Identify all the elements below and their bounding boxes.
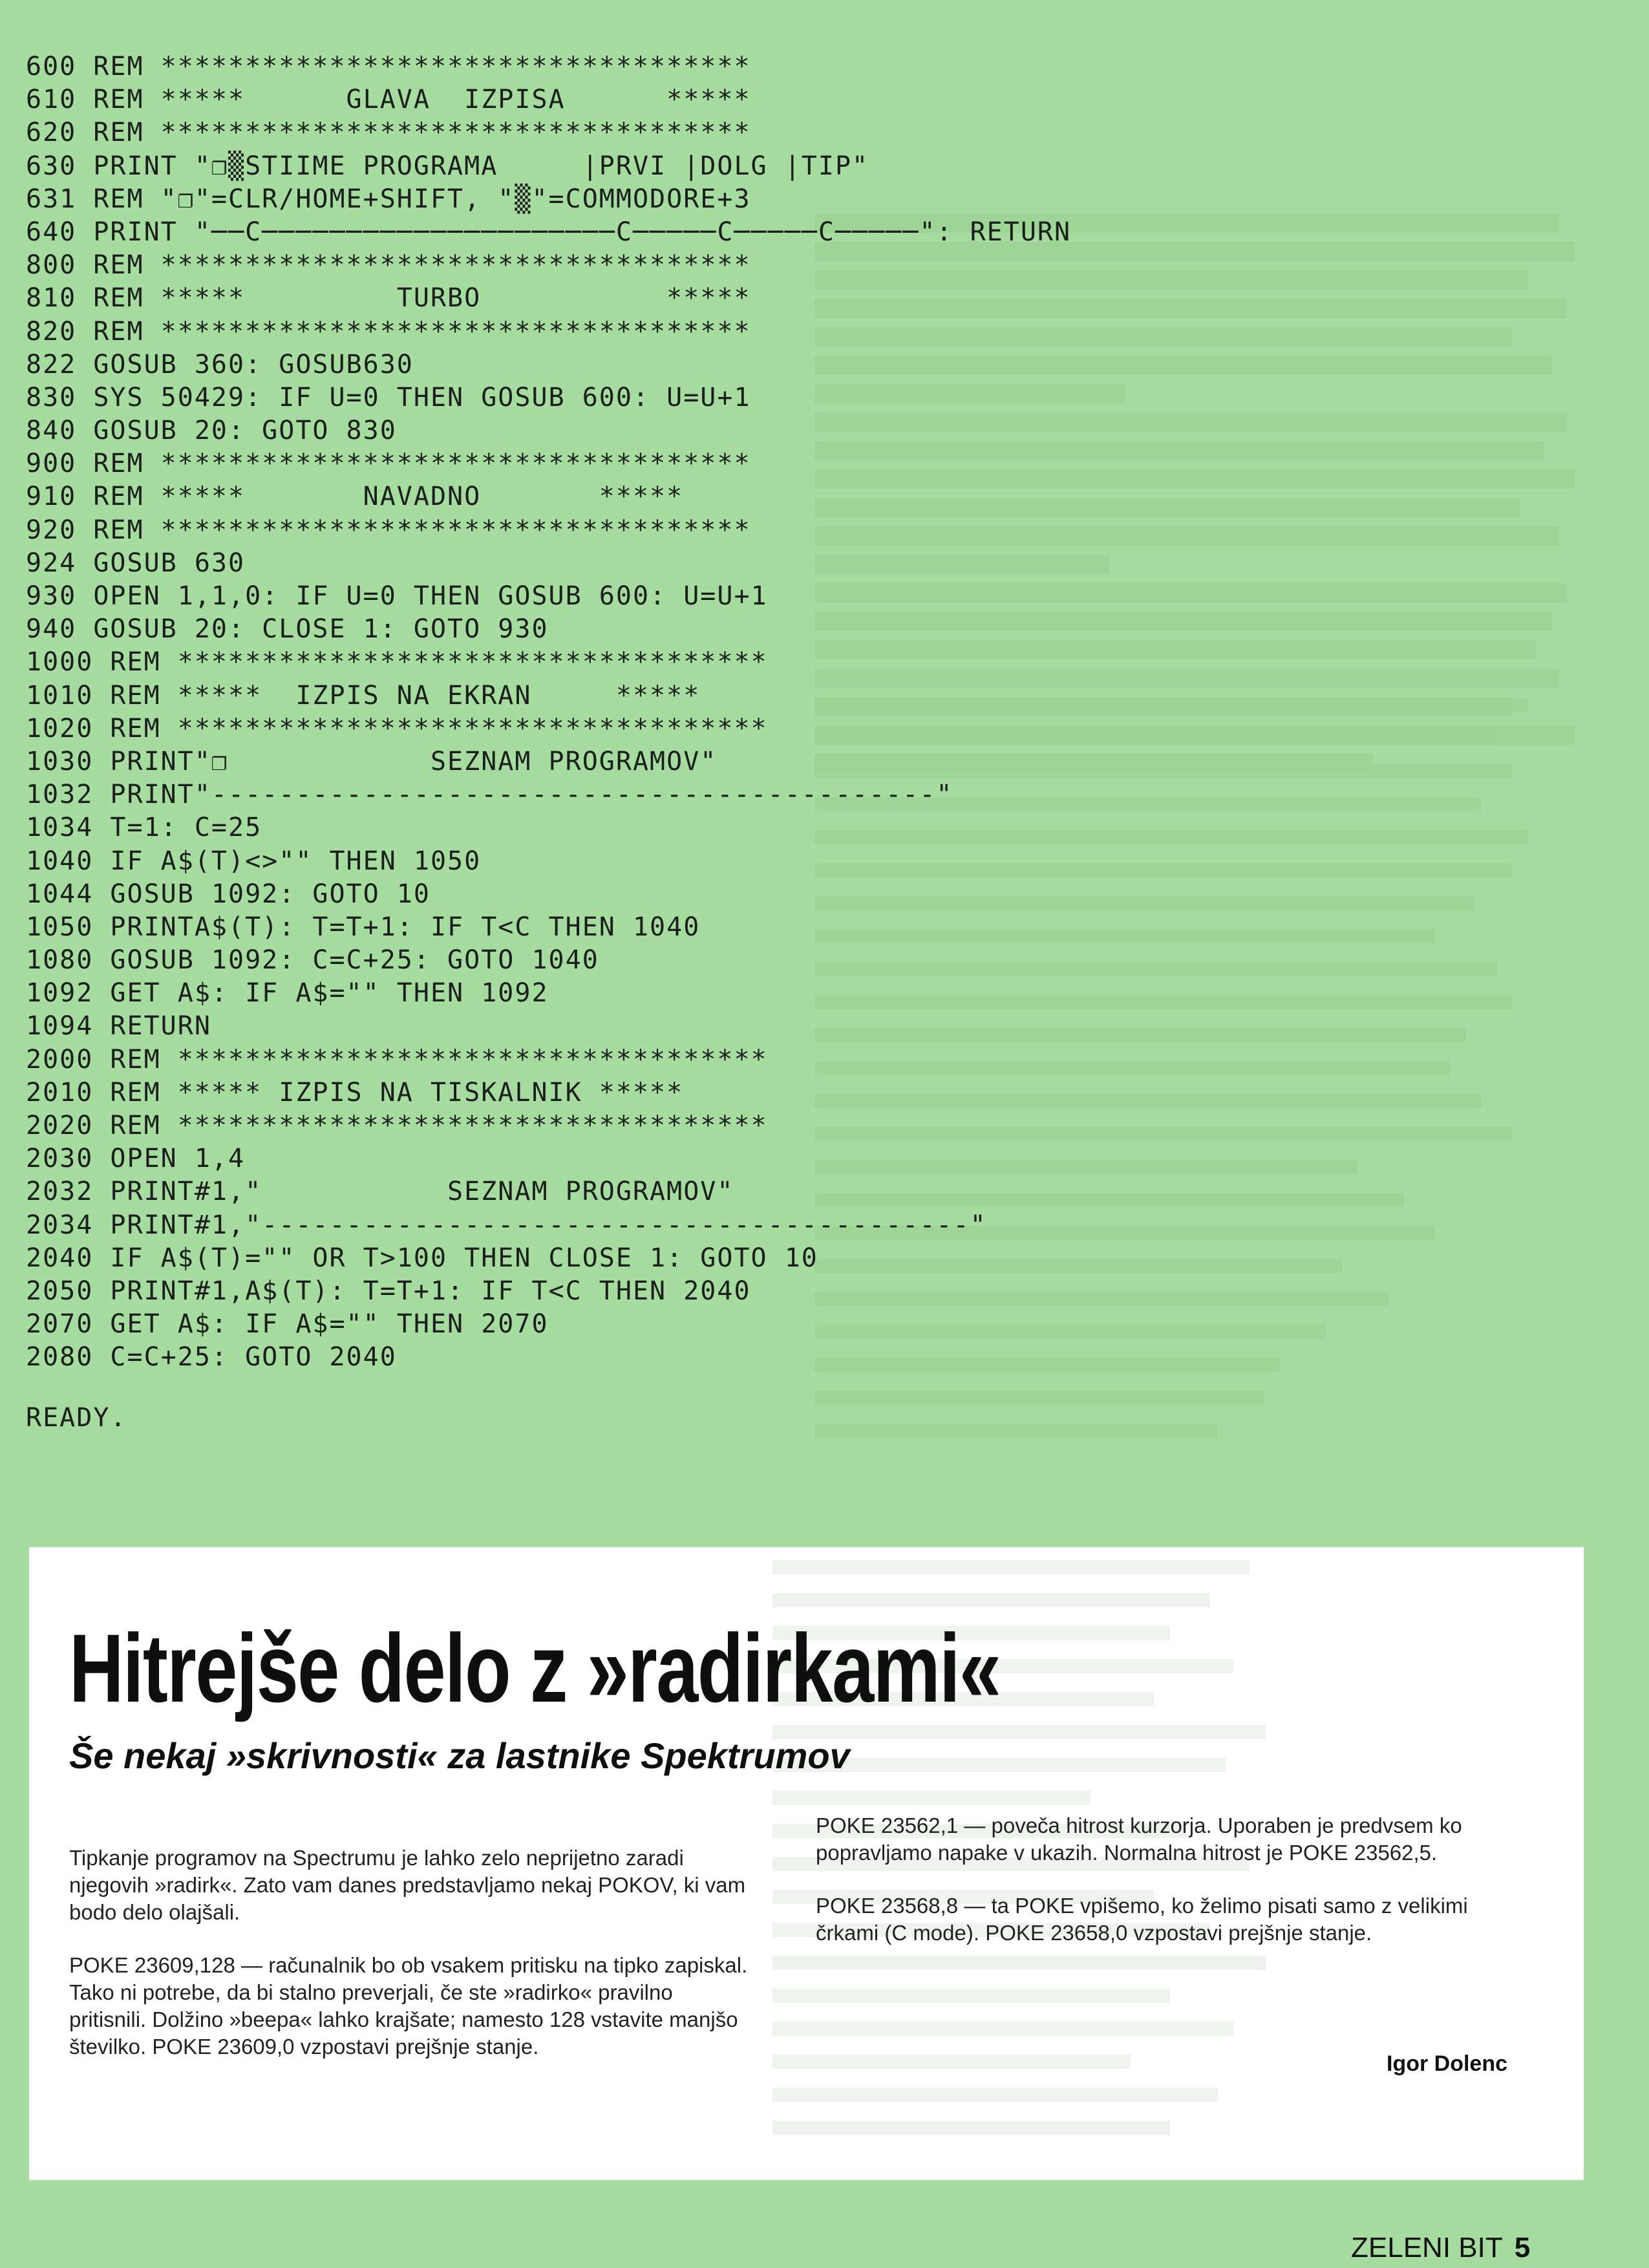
- article-paragraph: POKE 23562,1 — poveča hitrost kurzorja. Uporaben je predvsem ko popravljamo napake v ukazih. Normalna hitrost je POKE 23562,5.: [816, 1813, 1462, 1865]
- listing-line: 1010 REM ***** IZPIS NA EKRAN *****: [26, 680, 701, 711]
- listing-line: 1092 GET A$: IF A$="" THEN 1092: [26, 978, 549, 1009]
- listing-line: 2034 PRINT#1,"------------------------------------------": [26, 1210, 987, 1240]
- listing-line: 830 SYS 50429: IF U=0 THEN GOSUB 600: U=U+1: [26, 382, 751, 412]
- listing-line: 631 REM "❐"=CLR/HOME+SHIFT, "▒"=COMMODORE+3: [26, 184, 751, 214]
- article-author: Igor Dolenc: [1387, 2051, 1508, 2076]
- article-paragraph: POKE 23568,8 — ta POKE vpišemo, ko želimo pisati samo z velikimi črkami (C mode). POKE 23658,0 vzpostavi prejšnje stanje.: [816, 1894, 1468, 1945]
- listing-line: 1040 IF A$(T)<>"" THEN 1050: [26, 846, 482, 876]
- listing-line: 2020 REM ***********************************: [26, 1111, 768, 1140]
- listing-line: 920 REM ***********************************: [26, 515, 751, 545]
- listing-line: 1044 GOSUB 1092: GOTO 10: [26, 879, 431, 909]
- listing-line: 630 PRINT "❐▒STIIME PROGRAMA |PRVI |DOLG |TIP": [26, 151, 869, 181]
- listing-line: 822 GOSUB 360: GOSUB630: [26, 349, 414, 380]
- article-right-column: [816, 1812, 1527, 1973]
- listing-line: 2040 IF A$(T)="" OR T>100 THEN CLOSE 1: GOTO 10: [26, 1243, 818, 1273]
- article-subhead: Še nekaj »skrivnosti« za lastnike Spektrumov: [69, 1735, 850, 1776]
- article-paragraph: POKE 23609,128 — računalnik bo ob vsakem pritisku na tipko zapiskal. Tako ni potrebe, da bi stalno preverjali, če ste »radirko« pravilno pritisnili. Dolžino »beepa« lahko krajšate; namesto 128 vstavite manjšo številko. POKE 23609,0 vzpostavi prejšnje stanje.: [69, 1953, 748, 2059]
- listing-line: 1032 PRINT"-------------------------------------------": [26, 780, 953, 810]
- listing-line: 910 REM ***** NAVADNO *****: [26, 482, 684, 512]
- article-paragraph: Tipkanje programov na Spectrumu je lahko zelo neprijetno zaradi njegovih »radirk«. Zato vam danes predstavljamo nekaj POKOV, ki vam bodo delo olajšali.: [69, 1846, 746, 1924]
- program-listing: [26, 50, 1072, 1375]
- listing-line: 600 REM ***********************************: [26, 52, 751, 81]
- listing-line: 610 REM ***** GLAVA IZPISA *****: [26, 85, 751, 115]
- listing-line: 1080 GOSUB 1092: C=C+25: GOTO 1040: [26, 945, 599, 976]
- article-headline: Hitrejše delo z »radirkami«: [69, 1614, 1001, 1722]
- page-number: 5: [1514, 2232, 1531, 2263]
- listing-line: 1020 REM ***********************************: [26, 713, 768, 744]
- listing-line: 924 GOSUB 630: [26, 548, 246, 578]
- listing-line: 1050 PRINTA$(T): T=T+1: IF T<C THEN 1040: [26, 912, 701, 942]
- listing-line: 2070 GET A$: IF A$="" THEN 2070: [26, 1309, 549, 1340]
- listing-line: 640 PRINT "──C─────────────────────C─────C─────C─────": RETURN: [26, 217, 1072, 247]
- listing-line: 2050 PRINT#1,A$(T): T=T+1: IF T<C THEN 2040: [26, 1276, 751, 1306]
- ready-prompt: READY.: [26, 1403, 127, 1433]
- article-left-column: [69, 1845, 754, 2086]
- listing-line: 940 GOSUB 20: CLOSE 1: GOTO 930: [26, 614, 549, 645]
- listing-line: 620 REM ***********************************: [26, 118, 751, 148]
- listing-line: 820 REM ***********************************: [26, 316, 751, 347]
- listing-line: 2032 PRINT#1," SEZNAM PROGRAMOV": [26, 1177, 734, 1207]
- listing-line: 810 REM ***** TURBO *****: [26, 283, 751, 314]
- listing-line: 840 GOSUB 20: GOTO 830: [26, 416, 397, 446]
- listing-line: 1034 T=1: C=25: [26, 813, 262, 843]
- magazine-name: ZELENI BIT: [1351, 2232, 1503, 2263]
- listing-line: 800 REM ***********************************: [26, 250, 751, 281]
- listing-line: 2000 REM ***********************************: [26, 1044, 768, 1075]
- listing-line: 2080 C=C+25: GOTO 2040: [26, 1342, 397, 1373]
- page-footer: [1351, 2232, 1530, 2264]
- listing-line: 900 REM ***********************************: [26, 449, 751, 479]
- listing-line: 2010 REM ***** IZPIS NA TISKALNIK *****: [26, 1077, 684, 1107]
- listing-line: 2030 OPEN 1,4: [26, 1144, 246, 1174]
- listing-line: 930 OPEN 1,1,0: IF U=0 THEN GOSUB 600: U=U+1: [26, 581, 768, 611]
- listing-line: 1000 REM ***********************************: [26, 647, 768, 678]
- listing-line: 1094 RETURN: [26, 1011, 211, 1042]
- article-box: [29, 1547, 1584, 2180]
- listing-line: 1030 PRINT"❐ SEZNAM PROGRAMOV": [26, 746, 718, 776]
